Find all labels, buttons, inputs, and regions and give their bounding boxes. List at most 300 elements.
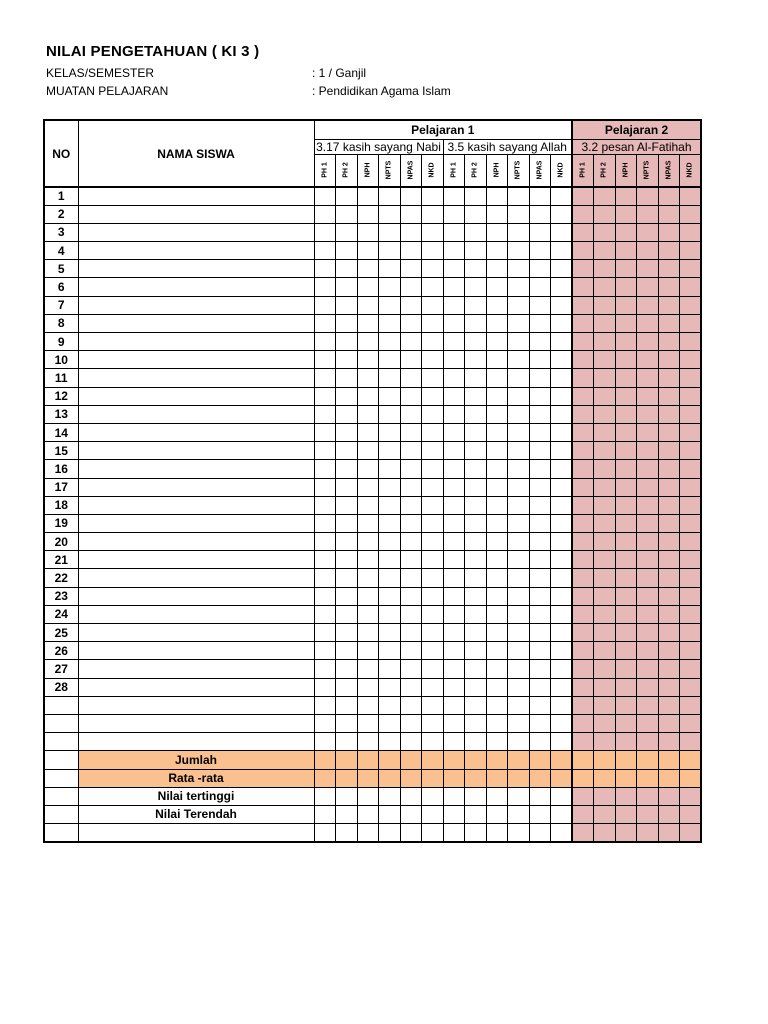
score-cell[interactable]	[658, 223, 680, 241]
score-cell[interactable]	[529, 569, 551, 587]
score-cell[interactable]	[422, 369, 444, 387]
score-cell[interactable]	[357, 460, 379, 478]
summary-cell[interactable]	[422, 769, 444, 787]
score-cell[interactable]	[637, 314, 659, 332]
score-cell[interactable]	[357, 351, 379, 369]
score-cell[interactable]	[379, 187, 401, 205]
score-cell[interactable]	[572, 478, 594, 496]
summary-cell[interactable]	[680, 769, 702, 787]
student-name-cell[interactable]	[78, 533, 314, 551]
score-cell[interactable]	[336, 678, 358, 696]
score-cell[interactable]	[572, 605, 594, 623]
summary-cell[interactable]	[314, 805, 336, 823]
summary-cell[interactable]	[336, 805, 358, 823]
score-cell[interactable]	[615, 605, 637, 623]
score-cell[interactable]	[465, 533, 487, 551]
score-cell[interactable]	[465, 278, 487, 296]
summary-cell[interactable]	[572, 751, 594, 769]
score-cell[interactable]	[422, 314, 444, 332]
score-cell[interactable]	[465, 660, 487, 678]
student-name-cell[interactable]	[78, 242, 314, 260]
score-cell[interactable]	[529, 587, 551, 605]
score-cell[interactable]	[658, 278, 680, 296]
score-cell[interactable]	[400, 333, 422, 351]
score-cell[interactable]	[508, 714, 530, 732]
score-cell[interactable]	[314, 223, 336, 241]
score-cell[interactable]	[486, 205, 508, 223]
student-name-cell[interactable]	[78, 605, 314, 623]
score-cell[interactable]	[400, 514, 422, 532]
score-cell[interactable]	[508, 187, 530, 205]
student-name-cell[interactable]	[78, 205, 314, 223]
score-cell[interactable]	[572, 714, 594, 732]
score-cell[interactable]	[357, 405, 379, 423]
summary-cell[interactable]	[615, 751, 637, 769]
score-cell[interactable]	[680, 223, 702, 241]
score-cell[interactable]	[443, 551, 465, 569]
score-cell[interactable]	[336, 442, 358, 460]
student-name-cell[interactable]	[78, 733, 314, 751]
score-cell[interactable]	[529, 696, 551, 714]
summary-cell[interactable]	[443, 751, 465, 769]
score-cell[interactable]	[658, 678, 680, 696]
summary-cell[interactable]	[572, 824, 594, 842]
student-name-cell[interactable]	[78, 333, 314, 351]
score-cell[interactable]	[357, 714, 379, 732]
score-cell[interactable]	[357, 605, 379, 623]
score-cell[interactable]	[615, 569, 637, 587]
score-cell[interactable]	[486, 660, 508, 678]
score-cell[interactable]	[572, 696, 594, 714]
score-cell[interactable]	[422, 533, 444, 551]
score-cell[interactable]	[594, 242, 616, 260]
score-cell[interactable]	[551, 351, 573, 369]
score-cell[interactable]	[443, 624, 465, 642]
score-cell[interactable]	[443, 223, 465, 241]
score-cell[interactable]	[615, 242, 637, 260]
score-cell[interactable]	[314, 405, 336, 423]
score-cell[interactable]	[379, 242, 401, 260]
score-cell[interactable]	[594, 333, 616, 351]
score-cell[interactable]	[336, 460, 358, 478]
score-cell[interactable]	[594, 496, 616, 514]
score-cell[interactable]	[465, 605, 487, 623]
student-name-cell[interactable]	[78, 696, 314, 714]
score-cell[interactable]	[336, 223, 358, 241]
score-cell[interactable]	[572, 587, 594, 605]
summary-cell[interactable]	[357, 769, 379, 787]
score-cell[interactable]	[615, 387, 637, 405]
score-cell[interactable]	[314, 278, 336, 296]
score-cell[interactable]	[357, 387, 379, 405]
score-cell[interactable]	[594, 478, 616, 496]
score-cell[interactable]	[508, 551, 530, 569]
score-cell[interactable]	[680, 533, 702, 551]
summary-cell[interactable]	[637, 824, 659, 842]
score-cell[interactable]	[357, 733, 379, 751]
score-cell[interactable]	[680, 551, 702, 569]
score-cell[interactable]	[680, 605, 702, 623]
score-cell[interactable]	[615, 369, 637, 387]
summary-cell[interactable]	[379, 769, 401, 787]
score-cell[interactable]	[336, 205, 358, 223]
score-cell[interactable]	[508, 278, 530, 296]
student-name-cell[interactable]	[78, 423, 314, 441]
summary-cell[interactable]	[508, 787, 530, 805]
score-cell[interactable]	[465, 205, 487, 223]
summary-cell[interactable]	[508, 824, 530, 842]
score-cell[interactable]	[572, 351, 594, 369]
score-cell[interactable]	[529, 714, 551, 732]
score-cell[interactable]	[336, 551, 358, 569]
score-cell[interactable]	[379, 714, 401, 732]
score-cell[interactable]	[594, 733, 616, 751]
score-cell[interactable]	[680, 242, 702, 260]
score-cell[interactable]	[529, 533, 551, 551]
summary-cell[interactable]	[379, 751, 401, 769]
summary-cell[interactable]	[572, 805, 594, 823]
score-cell[interactable]	[336, 569, 358, 587]
score-cell[interactable]	[680, 296, 702, 314]
score-cell[interactable]	[680, 569, 702, 587]
score-cell[interactable]	[594, 405, 616, 423]
score-cell[interactable]	[379, 678, 401, 696]
score-cell[interactable]	[486, 369, 508, 387]
score-cell[interactable]	[594, 678, 616, 696]
score-cell[interactable]	[508, 660, 530, 678]
score-cell[interactable]	[357, 533, 379, 551]
score-cell[interactable]	[508, 460, 530, 478]
score-cell[interactable]	[314, 478, 336, 496]
score-cell[interactable]	[551, 387, 573, 405]
score-cell[interactable]	[465, 460, 487, 478]
score-cell[interactable]	[529, 205, 551, 223]
student-name-cell[interactable]	[78, 278, 314, 296]
score-cell[interactable]	[357, 296, 379, 314]
score-cell[interactable]	[508, 405, 530, 423]
score-cell[interactable]	[551, 205, 573, 223]
score-cell[interactable]	[422, 242, 444, 260]
score-cell[interactable]	[680, 260, 702, 278]
summary-cell[interactable]	[637, 751, 659, 769]
score-cell[interactable]	[400, 405, 422, 423]
score-cell[interactable]	[443, 642, 465, 660]
summary-cell[interactable]	[658, 805, 680, 823]
student-name-cell[interactable]	[78, 460, 314, 478]
student-name-cell[interactable]	[78, 714, 314, 732]
summary-cell[interactable]	[486, 751, 508, 769]
score-cell[interactable]	[443, 533, 465, 551]
score-cell[interactable]	[529, 333, 551, 351]
score-cell[interactable]	[400, 260, 422, 278]
summary-cell[interactable]	[615, 787, 637, 805]
score-cell[interactable]	[443, 205, 465, 223]
student-name-cell[interactable]	[78, 223, 314, 241]
score-cell[interactable]	[508, 605, 530, 623]
score-cell[interactable]	[508, 442, 530, 460]
score-cell[interactable]	[551, 605, 573, 623]
score-cell[interactable]	[572, 551, 594, 569]
summary-cell[interactable]	[400, 751, 422, 769]
student-name-cell[interactable]	[78, 369, 314, 387]
score-cell[interactable]	[658, 460, 680, 478]
summary-cell[interactable]	[680, 787, 702, 805]
score-cell[interactable]	[594, 442, 616, 460]
summary-cell[interactable]	[529, 769, 551, 787]
score-cell[interactable]	[314, 496, 336, 514]
score-cell[interactable]	[572, 369, 594, 387]
score-cell[interactable]	[314, 678, 336, 696]
score-cell[interactable]	[680, 278, 702, 296]
score-cell[interactable]	[422, 405, 444, 423]
score-cell[interactable]	[422, 714, 444, 732]
score-cell[interactable]	[615, 678, 637, 696]
score-cell[interactable]	[314, 533, 336, 551]
score-cell[interactable]	[465, 296, 487, 314]
score-cell[interactable]	[443, 242, 465, 260]
score-cell[interactable]	[551, 260, 573, 278]
score-cell[interactable]	[551, 533, 573, 551]
score-cell[interactable]	[314, 387, 336, 405]
score-cell[interactable]	[572, 387, 594, 405]
summary-cell[interactable]	[637, 805, 659, 823]
summary-cell[interactable]	[400, 805, 422, 823]
student-name-cell[interactable]	[78, 642, 314, 660]
score-cell[interactable]	[658, 696, 680, 714]
score-cell[interactable]	[637, 533, 659, 551]
score-cell[interactable]	[465, 714, 487, 732]
score-cell[interactable]	[615, 551, 637, 569]
score-cell[interactable]	[400, 533, 422, 551]
score-cell[interactable]	[594, 278, 616, 296]
summary-cell[interactable]	[400, 769, 422, 787]
score-cell[interactable]	[508, 587, 530, 605]
score-cell[interactable]	[594, 423, 616, 441]
score-cell[interactable]	[357, 242, 379, 260]
summary-cell[interactable]	[336, 769, 358, 787]
student-name-cell[interactable]	[78, 660, 314, 678]
score-cell[interactable]	[680, 460, 702, 478]
score-cell[interactable]	[551, 551, 573, 569]
score-cell[interactable]	[422, 551, 444, 569]
summary-cell[interactable]	[465, 824, 487, 842]
summary-cell[interactable]	[314, 824, 336, 842]
score-cell[interactable]	[465, 587, 487, 605]
score-cell[interactable]	[379, 314, 401, 332]
score-cell[interactable]	[314, 660, 336, 678]
summary-cell[interactable]	[486, 824, 508, 842]
summary-cell[interactable]	[422, 787, 444, 805]
score-cell[interactable]	[314, 351, 336, 369]
summary-cell[interactable]	[572, 787, 594, 805]
score-cell[interactable]	[486, 551, 508, 569]
score-cell[interactable]	[465, 223, 487, 241]
score-cell[interactable]	[529, 278, 551, 296]
summary-cell[interactable]	[594, 751, 616, 769]
score-cell[interactable]	[422, 660, 444, 678]
summary-cell[interactable]	[422, 751, 444, 769]
score-cell[interactable]	[400, 733, 422, 751]
score-cell[interactable]	[615, 514, 637, 532]
score-cell[interactable]	[400, 314, 422, 332]
score-cell[interactable]	[551, 296, 573, 314]
score-cell[interactable]	[422, 678, 444, 696]
score-cell[interactable]	[357, 569, 379, 587]
summary-cell[interactable]	[594, 787, 616, 805]
score-cell[interactable]	[572, 242, 594, 260]
score-cell[interactable]	[658, 533, 680, 551]
score-cell[interactable]	[314, 624, 336, 642]
score-cell[interactable]	[379, 551, 401, 569]
score-cell[interactable]	[357, 423, 379, 441]
score-cell[interactable]	[637, 696, 659, 714]
score-cell[interactable]	[637, 514, 659, 532]
score-cell[interactable]	[314, 296, 336, 314]
score-cell[interactable]	[379, 478, 401, 496]
summary-cell[interactable]	[336, 787, 358, 805]
summary-cell[interactable]	[400, 824, 422, 842]
score-cell[interactable]	[572, 314, 594, 332]
score-cell[interactable]	[379, 605, 401, 623]
score-cell[interactable]	[680, 660, 702, 678]
score-cell[interactable]	[508, 296, 530, 314]
score-cell[interactable]	[658, 423, 680, 441]
score-cell[interactable]	[422, 296, 444, 314]
score-cell[interactable]	[357, 496, 379, 514]
score-cell[interactable]	[422, 569, 444, 587]
score-cell[interactable]	[379, 223, 401, 241]
score-cell[interactable]	[465, 551, 487, 569]
score-cell[interactable]	[486, 605, 508, 623]
score-cell[interactable]	[336, 423, 358, 441]
score-cell[interactable]	[508, 478, 530, 496]
score-cell[interactable]	[658, 442, 680, 460]
score-cell[interactable]	[551, 442, 573, 460]
score-cell[interactable]	[443, 478, 465, 496]
score-cell[interactable]	[422, 223, 444, 241]
score-cell[interactable]	[336, 333, 358, 351]
score-cell[interactable]	[486, 478, 508, 496]
score-cell[interactable]	[486, 533, 508, 551]
score-cell[interactable]	[422, 423, 444, 441]
summary-cell[interactable]	[508, 805, 530, 823]
summary-cell[interactable]	[443, 769, 465, 787]
summary-cell[interactable]	[422, 805, 444, 823]
summary-cell[interactable]	[572, 769, 594, 787]
student-name-cell[interactable]	[78, 551, 314, 569]
score-cell[interactable]	[336, 624, 358, 642]
score-cell[interactable]	[572, 533, 594, 551]
score-cell[interactable]	[551, 333, 573, 351]
score-cell[interactable]	[400, 351, 422, 369]
score-cell[interactable]	[443, 496, 465, 514]
score-cell[interactable]	[486, 278, 508, 296]
score-cell[interactable]	[400, 223, 422, 241]
score-cell[interactable]	[551, 660, 573, 678]
score-cell[interactable]	[486, 405, 508, 423]
score-cell[interactable]	[529, 387, 551, 405]
score-cell[interactable]	[508, 242, 530, 260]
student-name-cell[interactable]	[78, 587, 314, 605]
score-cell[interactable]	[551, 423, 573, 441]
score-cell[interactable]	[551, 223, 573, 241]
score-cell[interactable]	[508, 569, 530, 587]
score-cell[interactable]	[658, 660, 680, 678]
score-cell[interactable]	[615, 696, 637, 714]
score-cell[interactable]	[680, 333, 702, 351]
score-cell[interactable]	[400, 187, 422, 205]
score-cell[interactable]	[594, 205, 616, 223]
score-cell[interactable]	[336, 587, 358, 605]
score-cell[interactable]	[551, 187, 573, 205]
score-cell[interactable]	[529, 296, 551, 314]
score-cell[interactable]	[529, 478, 551, 496]
score-cell[interactable]	[379, 624, 401, 642]
score-cell[interactable]	[357, 369, 379, 387]
score-cell[interactable]	[615, 351, 637, 369]
score-cell[interactable]	[637, 405, 659, 423]
score-cell[interactable]	[615, 223, 637, 241]
score-cell[interactable]	[680, 478, 702, 496]
summary-cell[interactable]	[551, 787, 573, 805]
score-cell[interactable]	[486, 714, 508, 732]
score-cell[interactable]	[529, 551, 551, 569]
score-cell[interactable]	[443, 605, 465, 623]
score-cell[interactable]	[508, 369, 530, 387]
score-cell[interactable]	[658, 205, 680, 223]
score-cell[interactable]	[443, 369, 465, 387]
score-cell[interactable]	[508, 205, 530, 223]
score-cell[interactable]	[637, 551, 659, 569]
score-cell[interactable]	[594, 314, 616, 332]
summary-cell[interactable]	[529, 805, 551, 823]
score-cell[interactable]	[443, 187, 465, 205]
score-cell[interactable]	[314, 605, 336, 623]
score-cell[interactable]	[594, 460, 616, 478]
student-name-cell[interactable]	[78, 387, 314, 405]
score-cell[interactable]	[508, 642, 530, 660]
summary-cell[interactable]	[379, 824, 401, 842]
score-cell[interactable]	[336, 714, 358, 732]
score-cell[interactable]	[529, 242, 551, 260]
score-cell[interactable]	[422, 733, 444, 751]
score-cell[interactable]	[443, 333, 465, 351]
summary-cell[interactable]	[443, 824, 465, 842]
score-cell[interactable]	[508, 260, 530, 278]
score-cell[interactable]	[486, 642, 508, 660]
summary-cell[interactable]	[594, 824, 616, 842]
score-cell[interactable]	[572, 733, 594, 751]
score-cell[interactable]	[551, 624, 573, 642]
score-cell[interactable]	[572, 624, 594, 642]
score-cell[interactable]	[443, 569, 465, 587]
score-cell[interactable]	[379, 351, 401, 369]
score-cell[interactable]	[443, 405, 465, 423]
score-cell[interactable]	[529, 423, 551, 441]
score-cell[interactable]	[465, 642, 487, 660]
score-cell[interactable]	[658, 605, 680, 623]
score-cell[interactable]	[529, 514, 551, 532]
summary-cell[interactable]	[680, 824, 702, 842]
score-cell[interactable]	[336, 405, 358, 423]
score-cell[interactable]	[465, 187, 487, 205]
score-cell[interactable]	[658, 478, 680, 496]
score-cell[interactable]	[508, 223, 530, 241]
score-cell[interactable]	[529, 314, 551, 332]
score-cell[interactable]	[594, 387, 616, 405]
score-cell[interactable]	[637, 642, 659, 660]
score-cell[interactable]	[486, 696, 508, 714]
